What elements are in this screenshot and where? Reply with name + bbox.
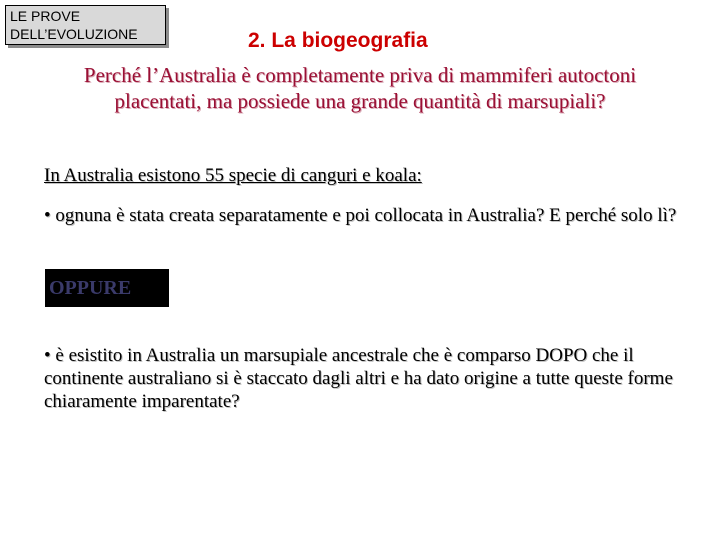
section-tag-line-1: LE PROVE [10, 8, 81, 24]
intro-statement: In Australia esistono 55 specie di canguri e koala: [44, 165, 422, 186]
option-two-text: • è esistito in Australia un marsupiale ancestrale che è comparso DOPO che il continente australiano si è staccato dagli altri e ha dato origine a tutte queste forme chiaramente imparentate? [44, 345, 673, 412]
oppure-label: OPPURE [45, 269, 169, 307]
section-tag-line-2: DELL’EVOLUZIONE [10, 26, 138, 42]
main-question: Perché l’Australia è completamente priva di mammiferi autoctoni placentati, ma possiede una grande quantità di marsupiali? [83, 63, 637, 113]
section-tag-box [5, 5, 166, 45]
slide-title: 2. La biogeografia [248, 29, 428, 52]
option-one-text: • ognuna è stata creata separatamente e poi collocata in Australia? E perché solo lì? [44, 205, 677, 226]
